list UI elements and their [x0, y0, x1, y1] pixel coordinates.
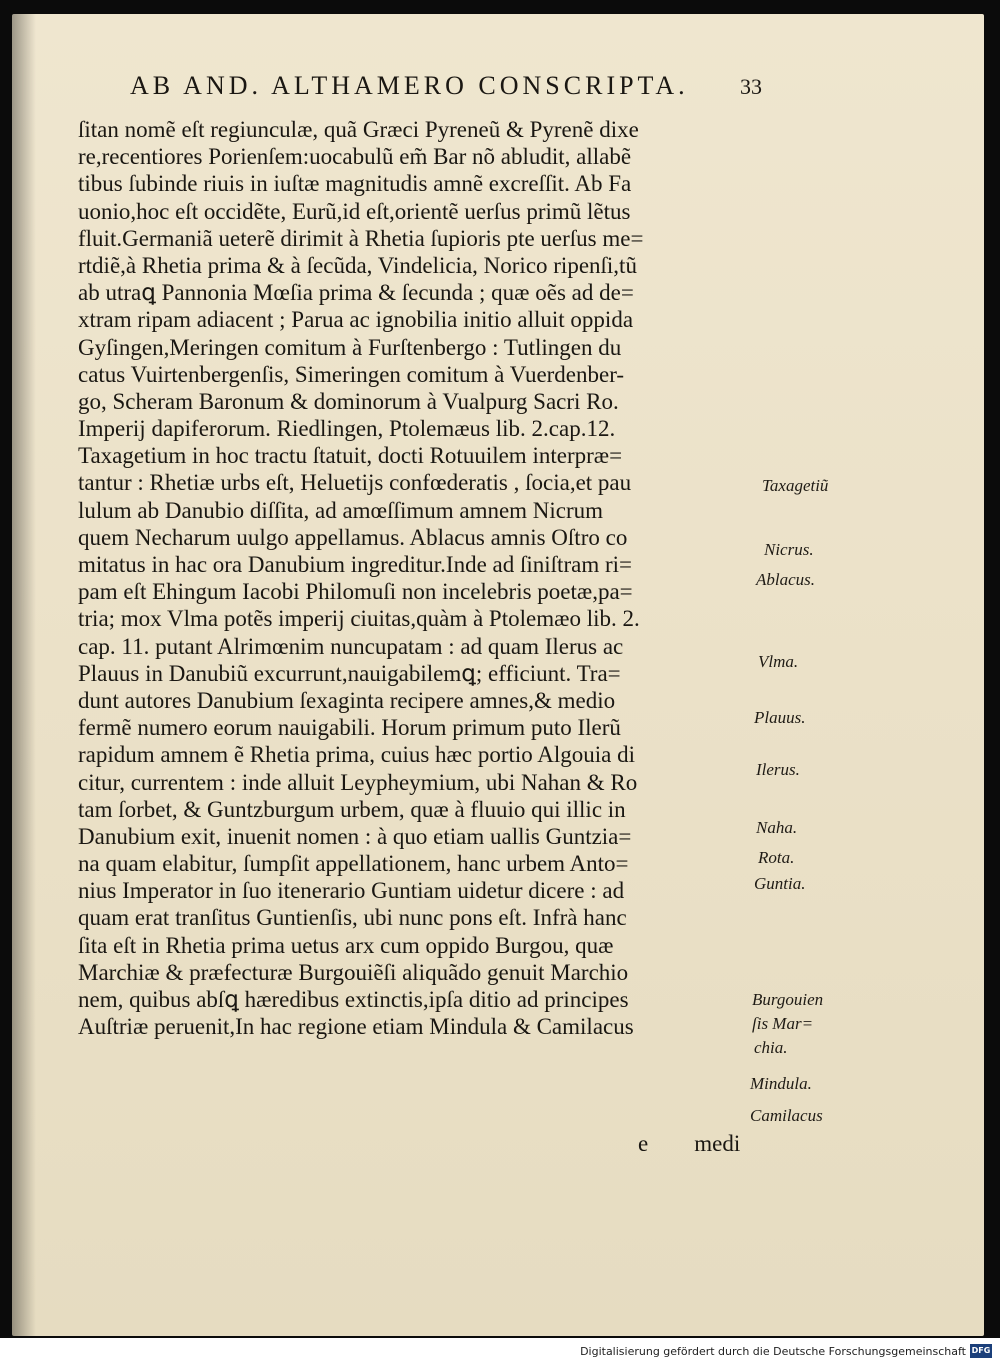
text-line: ab utraꝗ Pannonia Mœſia prima & ſecunda ; quæ oẽs ad de= — [78, 280, 634, 306]
footer-bar — [0, 1338, 1000, 1365]
text-line: na quam elabitur, ſumpſit appellationem, hanc urbem Anto= — [78, 851, 629, 877]
margin-note-rota: Rota. — [758, 848, 795, 867]
text-line: Gyſingen,Meringen comitum à Furſtenbergo : Tutlingen du — [78, 334, 622, 360]
text-line: tibus ſubinde riuis in iuſtæ magnitudis amnẽ excreſſit. Ab Fa — [78, 171, 632, 197]
text-line: Auſtriæ peruenit,In hac regione etiam Mindula & Camilacus — [78, 1014, 634, 1040]
margin-note-plauus: Plauus. — [754, 708, 806, 727]
dfg-logo: DFG — [970, 1344, 992, 1358]
page-number: 33 — [740, 74, 762, 99]
text-line: quam erat tranſitus Guntienſis, ubi nunc pons eſt. Infrà hanc — [78, 905, 627, 931]
text-line: uonio,hoc eſt occidẽte, Eurũ,id eſt,orientẽ uerſus primũ lẽtus — [78, 198, 631, 224]
text-line: fermẽ numero eorum nauigabili. Horum primum puto Ilerũ — [78, 715, 621, 741]
text-line: quem Necharum uulgo appellamus. Ablacus amnis Oſtro co — [78, 524, 628, 550]
body-text — [78, 116, 778, 1040]
text-line: tria; mox Vlma potẽs imperij ciuitas,quàm à Ptolemæo lib. 2. — [78, 606, 640, 632]
text-line: cap. 11. putant Alrimœnim nuncupatam : ad quam Ilerus ac — [78, 633, 624, 659]
catchword: medi — [694, 1131, 741, 1156]
margin-note-burgouiensis-3: chia. — [754, 1038, 788, 1057]
margin-note-nicrus: Nicrus. — [764, 540, 814, 559]
text-line: rtdiẽ,à Rhetia prima & à ſecũda, Vindelicia, Norico ripenſi,tũ — [78, 252, 637, 278]
text-line: tam ſorbet, & Guntzburgum urbem, quæ à fluuio qui illic in — [78, 796, 626, 822]
margin-note-camilacus: Camilacus — [750, 1106, 823, 1125]
margin-note-taxagetium: Taxagetiũ — [762, 476, 829, 495]
text-line: tantur : Rhetiæ urbs eſt, Heluetijs confœderatis , ſocia,et pau — [78, 470, 632, 496]
text-line: Plauus in Danubiũ excurrunt,nauigabilemꝗ; efficiunt. Tra= — [78, 660, 621, 686]
text-line: Marchiæ & præfecturæ Burgouiẽſi aliquãdo genuit Marchio — [78, 959, 629, 985]
margin-note-ablacus: Ablacus. — [756, 570, 816, 589]
text-line: Imperij dapiferorum. Riedlingen, Ptolemæus lib. 2.cap.12. — [78, 416, 616, 442]
margin-note-burgouiensis-1: Burgouien — [752, 990, 824, 1009]
text-line: Danubium exit, inuenit nomen : à quo etiam uallis Guntzia= — [78, 823, 632, 849]
text-line: catus Vuirtenbergenſis, Simeringen comitum à Vuerdenber- — [78, 361, 625, 387]
text-line: citur, currentem : inde alluit Leypheymium, ubi Nahan & Ro — [78, 769, 638, 795]
text-line: fluit.Germaniã ueterẽ dirimit à Rhetia ſupioris pte uerſus me= — [78, 225, 644, 251]
text-line: nem, quibus abſꝗ hæredibus extinctis,ipſa ditio ad principes — [78, 987, 629, 1012]
signature-mark: e — [638, 1131, 649, 1156]
margin-note-mindula: Mindula. — [750, 1074, 812, 1093]
text-line: Taxagetium in hoc tractu ſtatuit, docti Rotuuilem interpræ= — [78, 443, 623, 469]
text-line: ſita eſt in Rhetia prima uetus arx cum oppido Burgou, quæ — [78, 932, 614, 958]
text-line: dunt autores Danubium ſexaginta recipere amnes,& medio — [78, 687, 616, 713]
text-line: re,recentiores Porienſem:uocabulũ em̃ Bar nõ abludit, allabẽ — [78, 144, 632, 170]
text-line: lulum ab Danubio diſſita, ad amœſſimum amnem Nicrum — [78, 497, 604, 523]
margin-note-vlma: Vlma. — [758, 652, 799, 671]
text-line: pam eſt Ehingum Iacobi Philomuſi non incelebris poetæ,pa= — [78, 579, 633, 605]
margin-note-naha: Naha. — [756, 818, 798, 837]
text-line: xtram ripam adiacent ; Parua ac ignobilia initio alluit oppida — [78, 307, 634, 333]
text-line: ſitan nomẽ eſt regiunculæ, quã Græci Pyreneũ & Pyrenẽ dixe — [78, 117, 639, 142]
running-head: AB AND. ALTHAMERO CONSCRIPTA. — [130, 71, 689, 100]
book-page — [12, 14, 984, 1336]
catchword-line — [638, 1130, 740, 1158]
text-line: nius Imperator in ſuo itenerario Guntiam uidetur dicere : ad — [78, 878, 625, 904]
text-line: go, Scheram Baronum & dominorum à Vualpurg Sacri Ro. — [78, 388, 619, 414]
footer-credit: Digitalisierung gefördert durch die Deutsche Forschungsgemeinschaft — [580, 1345, 966, 1358]
margin-note-ilerus: Ilerus. — [756, 760, 800, 779]
text-line: mitatus in hac ora Danubium ingreditur.Inde ad ſiniſtram ri= — [78, 552, 632, 577]
text-line: rapidum amnem ẽ Rhetia prima, cuius hæc portio Algouia di — [78, 742, 635, 768]
margin-note-burgouiensis-2: ſis Mar= — [752, 1014, 814, 1033]
margin-note-guntia: Guntia. — [754, 874, 806, 893]
